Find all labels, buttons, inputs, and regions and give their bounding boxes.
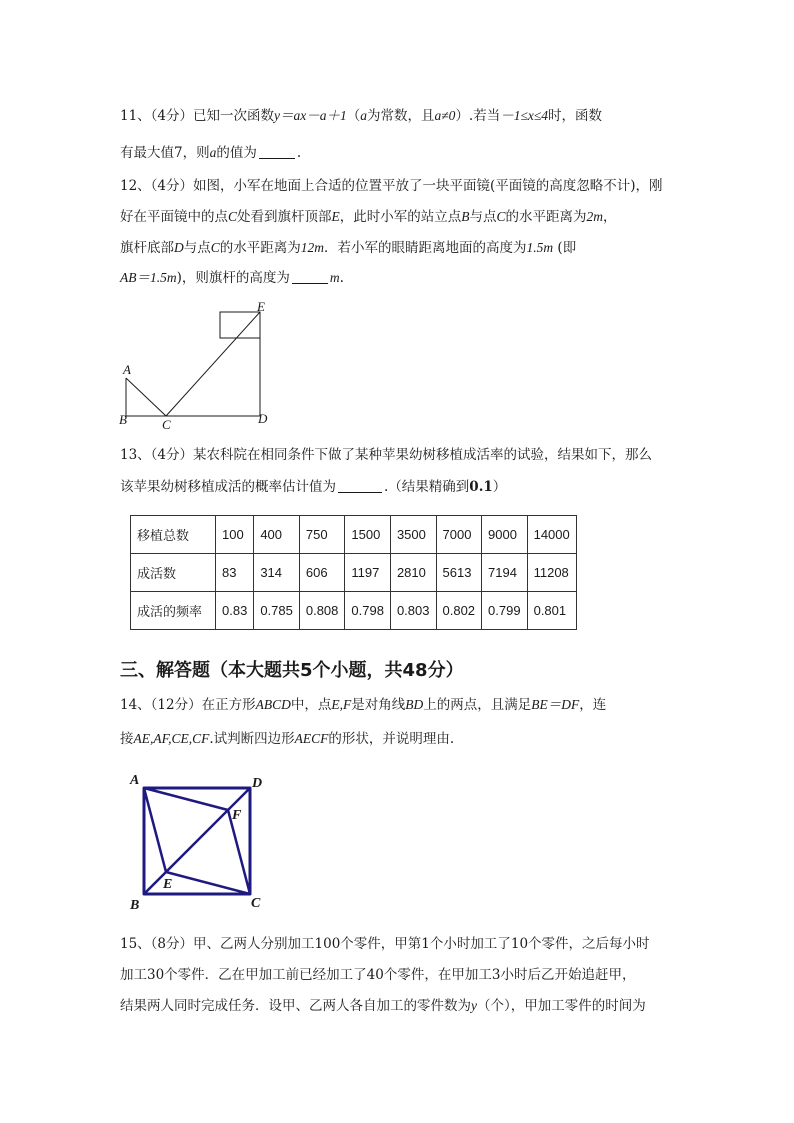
table-cell: 3500 [390, 516, 436, 554]
q12-text: ，此时小军的站立点 [339, 209, 462, 225]
segment-af [144, 788, 228, 810]
q12-line2 [120, 207, 617, 227]
q12-ab-formula: AB＝1.5m [120, 270, 177, 285]
q14-text: 是对角线 [351, 697, 406, 713]
q12-text: . [339, 270, 344, 286]
q12-line1: 12、（4分）如图，小军在地面上合适的位置平放了一块平面镜(平面镜的高度忽略不计)，刚 [120, 178, 663, 194]
q12-text: 与点 [469, 209, 497, 225]
q11-var-a: a [209, 145, 217, 160]
q13-data-table [130, 515, 577, 630]
q15-text: 结果两人同时完成任务．设甲、乙两人各自加工的零件数为 [120, 998, 471, 1014]
q11-var-a: a [360, 108, 368, 123]
q11-text: 时，函数 [548, 108, 603, 124]
label-d: D [252, 776, 263, 791]
table-row [131, 592, 577, 630]
q11-text: 有最大值7，则 [120, 145, 210, 161]
q14-segments: AE,AF,CE,CF [133, 731, 210, 746]
segment-ae [144, 788, 166, 872]
table-cell: 1197 [345, 554, 391, 592]
label-c: C [251, 896, 261, 911]
q14-text: .试判断四边形 [209, 731, 295, 747]
segment-ac [126, 378, 166, 416]
q15-line3 [120, 996, 646, 1016]
table-cell: 0.803 [390, 592, 436, 630]
q14-square: ABCD [255, 697, 291, 712]
q13-text: .（结果精确到 [384, 479, 470, 495]
q14-figure [124, 768, 272, 914]
table-cell: 11208 [527, 554, 576, 592]
q12-text: 与点 [183, 240, 211, 256]
q12-text: ， [603, 209, 617, 225]
table-cell: 0.799 [482, 592, 528, 630]
label-e: E [257, 299, 265, 314]
table-cell: 314 [254, 554, 300, 592]
q13-precision: 0.1 [469, 479, 493, 495]
q15-var-y: y [471, 998, 477, 1013]
q14-diagonal: BD [405, 697, 424, 712]
q15-line1: 15、（8分）甲、乙两人分别加工100个零件，甲第1个小时加工了10个零件，之后每小时 [120, 936, 650, 952]
table-cell: 5613 [436, 554, 482, 592]
q14-text: 14、（12分）在正方形 [120, 697, 256, 713]
table-cell: 100 [216, 516, 254, 554]
table-cell: 400 [254, 516, 300, 554]
q12-answer-blank[interactable] [292, 269, 328, 284]
q11-text: （ [346, 108, 361, 124]
label-c: C [162, 417, 171, 432]
table-cell: 0.785 [254, 592, 300, 630]
q12-text: 旗杆底部 [120, 240, 174, 256]
label-a: A [123, 362, 131, 377]
table-cell: 1500 [345, 516, 391, 554]
q11-range: －1≤x≤4 [500, 108, 549, 123]
table-cell: 0.83 [216, 592, 254, 630]
q11-line1 [120, 106, 602, 126]
table-cell: 606 [299, 554, 345, 592]
q15-text: （个），甲加工零件的时间为 [477, 998, 646, 1014]
diagonal-bd [144, 788, 250, 894]
q12-point: C [210, 240, 220, 255]
table-cell: 83 [216, 554, 254, 592]
q11-text: 为常数，且 [367, 108, 435, 124]
table-cell: 2810 [390, 554, 436, 592]
row-header: 成活数 [131, 554, 216, 592]
q12-text: )，则旗杆的高度为 [176, 270, 290, 286]
q14-text: 上的两点，且满足 [423, 697, 532, 713]
q12-line3 [120, 238, 576, 258]
table-cell: 0.798 [345, 592, 391, 630]
q12-distance: 12m [300, 240, 325, 255]
q14-condition: BE＝DF [531, 697, 580, 712]
q12-distance: 2m [586, 209, 604, 224]
q14-text: 接 [120, 731, 134, 747]
q12-unit: m [329, 270, 340, 285]
q12-point: C [496, 209, 506, 224]
label-d: D [258, 411, 268, 426]
segment-ce [166, 312, 260, 416]
q12-text: 好在平面镜中的点 [120, 209, 228, 225]
q14-text: ，连 [579, 697, 607, 713]
q13-text: 该苹果幼树移植成活的概率估计值为 [120, 479, 336, 495]
row-header: 移植总数 [131, 516, 216, 554]
q14-line2 [120, 729, 454, 749]
q11-text: 的值为 [216, 145, 257, 161]
q11-text: ）.若当 [455, 108, 501, 124]
label-e: E [163, 877, 173, 892]
q14-points: E,F [331, 697, 352, 712]
segment-ce [166, 872, 250, 894]
q12-text: 处看到旗杆顶部 [237, 209, 332, 225]
q12-point: B [461, 209, 470, 224]
table-row [131, 554, 577, 592]
q15-line2: 加工30个零件．乙在甲加工前已经加工了40个零件，在甲加工3小时后乙开始追赶甲， [120, 967, 636, 983]
q12-text: 的水平距离为 [505, 209, 587, 225]
q12-height: 1.5m [526, 240, 554, 255]
q14-quadrilateral: AECF [294, 731, 329, 746]
q12-text: 的水平距离为 [219, 240, 301, 256]
q11-answer-blank[interactable] [259, 144, 295, 159]
q11-line2 [120, 143, 301, 163]
label-b: B [119, 412, 127, 427]
label-b: B [130, 898, 140, 913]
q12-figure [112, 298, 282, 433]
table-cell: 0.808 [299, 592, 345, 630]
q13-text: ） [492, 479, 507, 495]
label-a: A [130, 773, 140, 788]
q14-text: 中，点 [290, 697, 332, 713]
q14-text: 的形状，并说明理由. [328, 731, 455, 747]
q13-line2 [120, 477, 506, 497]
label-f: F [232, 808, 242, 823]
table-cell: 14000 [527, 516, 576, 554]
q11-text: 11、（4分）已知一次函数 [120, 108, 275, 124]
q12-line4 [120, 268, 344, 288]
q11-condition: a≠0 [434, 108, 456, 123]
table-cell: 0.801 [527, 592, 576, 630]
table-row [131, 516, 577, 554]
q13-line1: 13、（4分）某农科院在相同条件下做了某种苹果幼树移植成活率的试验，结果如下，那么 [120, 447, 653, 463]
q12-point: D [174, 240, 184, 255]
section-heading: 三、解答题（本大题共5个小题，共48分） [120, 660, 464, 681]
table-cell: 7194 [482, 554, 528, 592]
table-cell: 7000 [436, 516, 482, 554]
q12-text: (即 [553, 240, 577, 256]
q14-line1 [120, 695, 606, 715]
row-header: 成活的频率 [131, 592, 216, 630]
q13-answer-blank[interactable] [338, 478, 382, 493]
q12-point: C [228, 209, 238, 224]
table-cell: 750 [299, 516, 345, 554]
q11-text: . [296, 145, 302, 161]
table-cell: 9000 [482, 516, 528, 554]
q12-point: E [331, 209, 340, 224]
table-cell: 0.802 [436, 592, 482, 630]
q12-text: ．若小军的眼睛距离地面的高度为 [324, 240, 527, 256]
q11-function-formula: y＝ax－a＋1 [274, 108, 347, 123]
